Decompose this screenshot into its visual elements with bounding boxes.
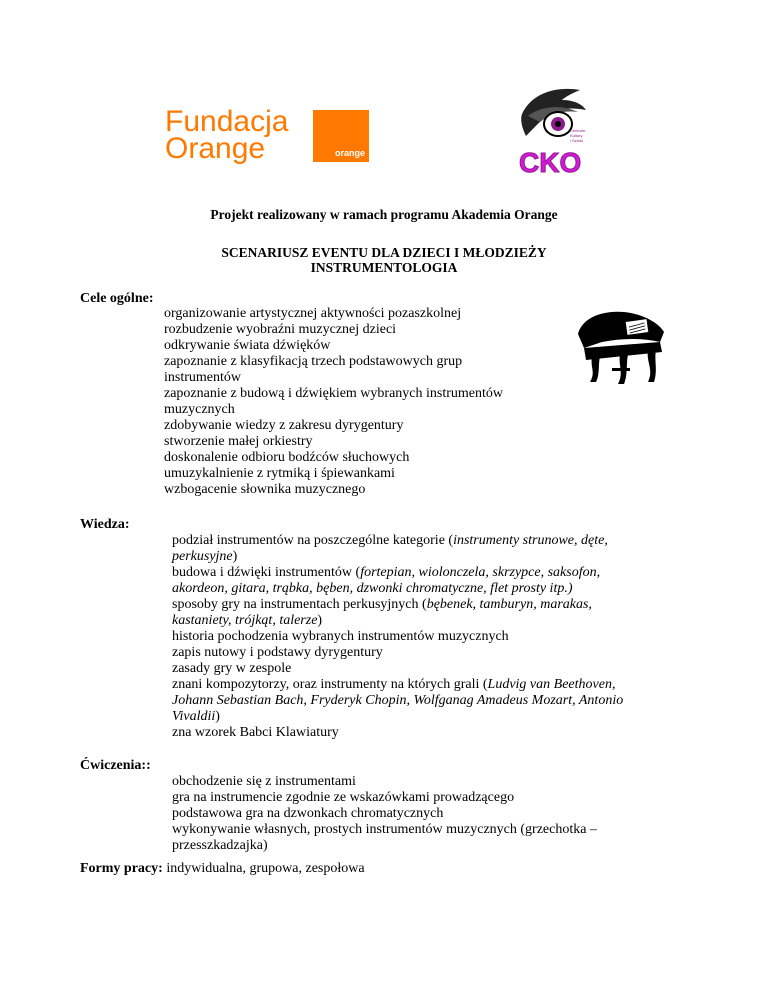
knowledge-list (172, 533, 623, 741)
forms-of-work (80, 861, 365, 877)
exercise-item: przesszkadzajka) (172, 838, 268, 853)
knowledge-line: zapis nutowy i podstawy dyrygentury (172, 645, 383, 660)
goals-list (164, 306, 503, 498)
knowledge-line: historia pochodzenia wybranych instrumentów muzycznych (172, 629, 509, 644)
orange-logo-text: orange (334, 148, 365, 158)
forms-value: indywidualna, grupowa, zespołowa (162, 861, 365, 876)
knowledge-line: budowa i dźwięki instrumentów (fortepian, wiolonczela, skrzypce, saksofon, (172, 565, 601, 580)
orange-logo (313, 110, 369, 162)
knowledge-line: zasady gry w zespole (172, 661, 292, 676)
goal-item: zapoznanie z budową i dźwiękiem wybranych instrumentów (164, 386, 504, 401)
forms-label: Formy pracy: (80, 861, 163, 876)
fundacja-logo-line1: Fundacja (165, 105, 289, 138)
cko-letters: CKO (519, 147, 582, 176)
goal-item: zapoznanie z klasyfikacją trzech podstawowych grup (164, 354, 463, 369)
goal-item: wzbogacenie słownika muzycznego (164, 482, 366, 497)
knowledge-line: akordeon, gitara, trąbka, bęben, dzwonki chromatyczne, flet prosty itp.) (172, 581, 573, 596)
goal-item: doskonalenie odbioru bodźców słuchowych (164, 450, 410, 465)
exercise-item: wykonywanie własnych, prostych instrumentów muzycznych (grzechotka – (172, 822, 597, 837)
fundacja-logo-line2: Orange (165, 132, 266, 165)
knowledge-line: sposoby gry na instrumentach perkusyjnych (bębenek, tamburyn, marakas, (172, 597, 592, 612)
knowledge-line: Vivaldii) (172, 709, 220, 724)
goal-item: organizowanie artystycznej aktywności pozaszkolnej (164, 306, 462, 321)
goal-item: stworzenie małej orkiestry (164, 434, 313, 449)
grand-piano-icon (572, 298, 668, 394)
exercises-heading: Ćwiczenia:: (80, 758, 151, 773)
knowledge-line: kastaniety, trójkąt, talerze) (172, 613, 323, 628)
goal-item: muzycznych (164, 402, 235, 417)
cko-logo (518, 86, 590, 176)
goal-item: zdobywanie wiedzy z zakresu dyrygentury (164, 418, 404, 433)
knowledge-line: Johann Sebastian Bach, Fryderyk Chopin, Wolfganag Amadeus Mozart, Antonio (172, 693, 624, 708)
goal-item: umuzykalnienie z rytmiką i śpiewankami (164, 466, 395, 481)
goal-item: instrumentów (164, 370, 241, 385)
project-line: Projekt realizowany w ramach programu Akademia Orange (210, 207, 558, 222)
knowledge-line: perkusyjne) (172, 549, 238, 564)
fundacja-orange-logo (165, 105, 295, 166)
exercise-item: podstawowa gra na dzwonkach chromatycznych (172, 806, 444, 821)
svg-text:Kultury: Kultury (570, 133, 583, 138)
exercises-list (172, 774, 597, 854)
goal-item: rozbudzenie wyobraźni muzycznej dzieci (164, 322, 397, 337)
goals-heading: Cele ogólne: (80, 291, 154, 306)
knowledge-line: zna wzorek Babci Klawiatury (172, 725, 339, 740)
knowledge-heading: Wiedza: (80, 517, 130, 532)
document-title-line2: INSTRUMENTOLOGIA (310, 260, 458, 275)
knowledge-line: podział instrumentów na poszczególne kategorie (instrumenty strunowe, dęte, (172, 533, 608, 548)
goal-item: odkrywanie świata dźwięków (164, 338, 331, 353)
svg-text:i Sztuki: i Sztuki (570, 138, 583, 143)
exercise-item: obchodzenie się z instrumentami (172, 774, 356, 789)
exercise-item: gra na instrumencie zgodnie ze wskazówkami prowadzącego (172, 790, 515, 805)
svg-text:Centrum: Centrum (570, 128, 586, 133)
knowledge-line: znani kompozytorzy, oraz instrumenty na których grali (Ludvig van Beethoven, (172, 677, 616, 692)
document-title-line1: SCENARIUSZ EVENTU DLA DZIECI I MŁODZIEŻY (221, 245, 547, 260)
